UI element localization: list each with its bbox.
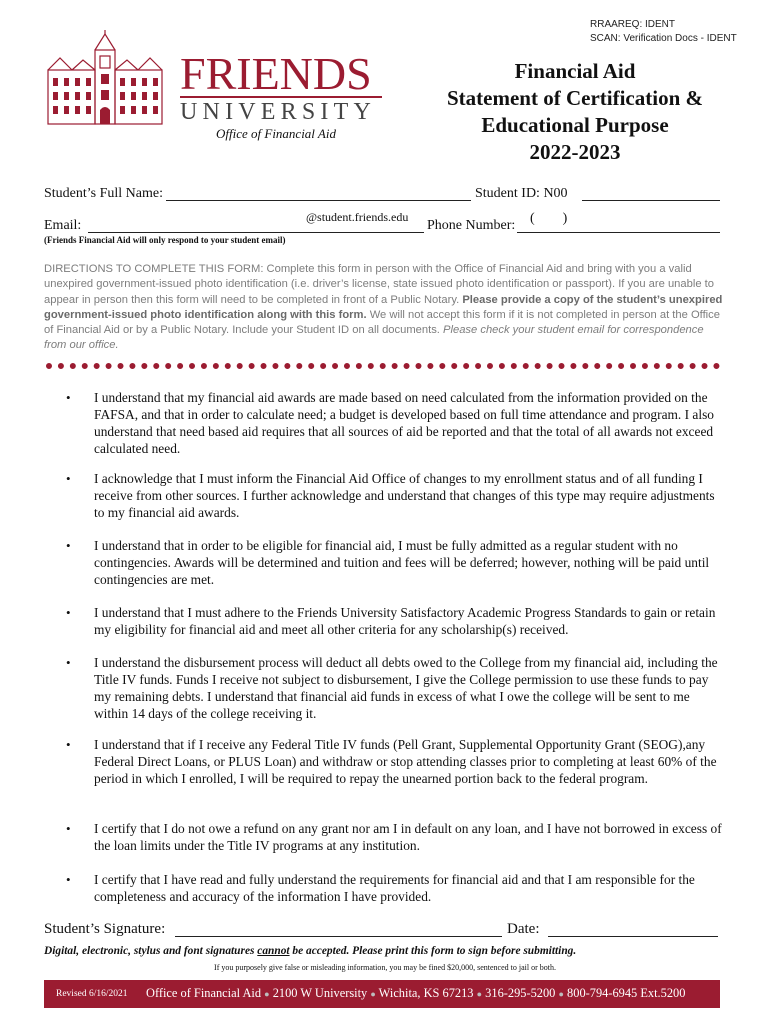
directions	[44, 262, 728, 354]
name-label: Student’s Full Name:	[44, 186, 163, 201]
logo-friends: FRIENDS	[180, 48, 372, 99]
footer-office: Office of Financial Aid	[146, 986, 262, 1000]
signature-field[interactable]	[175, 936, 502, 937]
bullet-icon: •	[66, 605, 71, 620]
bullet-icon: •	[66, 471, 71, 486]
email-note: (Friends Financial Aid will only respond to your student email)	[44, 235, 286, 245]
bullet-icon: •	[66, 821, 71, 836]
scan-meta	[590, 18, 760, 46]
list-item: • I understand that my financial aid awards are made based on need calculated from the information provided on the FAFSA, and that in order to calculate need; a budget is developed based on full time attendance and program. I also understand that need based aid requires that all sources of aid be reported and that the total of all awards not exceed calculated need.	[66, 390, 714, 456]
email-label: Email:	[44, 218, 82, 233]
false-info-warning: If you purposely give false or misleading information, you may be fined $20,000, sentenced to jail or both.	[214, 963, 556, 972]
notice-text-1: Digital, electronic, stylus and font signatures	[44, 945, 258, 957]
phone-label: Phone Number:	[427, 218, 516, 233]
directions-bold: Please provide a copy of the student’s unexpired government-issued photo identification along with this form.	[44, 293, 723, 321]
list-item: • I understand that I must adhere to the Friends University Satisfactory Academic Progress Standards to gain or retain my eligibility for financial aid and meet all other criteria for any scholarship(s) received.	[66, 605, 716, 637]
footer-contact	[146, 985, 685, 1002]
date-field[interactable]	[548, 936, 718, 937]
list-item: • I understand the disbursement process will deduct all debts owed to the College from my financial aid, including the Title IV funds. Funds I receive not subject to disbursement, I give the College permission to use these funds to pay my remaining debts. I understand that financial aid funds in excess of what I owe the college will be sent to me within 14 days of the college receiving it.	[66, 655, 718, 721]
list-item: • I certify that I have read and fully understand the requirements for financial aid and that I am responsible for the completeness and accuracy of the information I have provided.	[66, 872, 695, 904]
bullet-icon: •	[66, 737, 71, 752]
footer-revised: Revised 6/16/2021	[56, 989, 128, 999]
phone-parentheses: ( )	[530, 211, 568, 226]
student-id-field[interactable]	[582, 200, 720, 201]
logo-university: UNIVERSITY	[180, 99, 376, 125]
name-field[interactable]	[166, 200, 471, 201]
title-line-3: Educational Purpose	[481, 113, 669, 137]
building-icon	[40, 30, 170, 128]
bullet-icon: •	[66, 390, 71, 405]
office-name: Office of Financial Aid	[216, 126, 336, 141]
separator-dot-icon: ●	[370, 989, 376, 999]
form-title	[425, 58, 725, 166]
list-item: • I certify that I do not owe a refund on any grant nor am I in default on any loan, and I have not borrowed in excess of the loan limits under the Title IV programs at any institution.	[66, 821, 722, 853]
rraareq-code: RRAAREQ: IDENT	[590, 19, 676, 30]
signature-label: Student’s Signature:	[44, 921, 166, 937]
signature-notice	[44, 944, 744, 958]
notice-underlined: cannot	[257, 945, 290, 957]
footer-address: 2100 W University	[272, 986, 368, 1000]
footer-phone-2: 800-794-6945 Ext.5200	[567, 986, 686, 1000]
footer-city: Wichita, KS 67213	[378, 986, 474, 1000]
date-label: Date:	[507, 921, 540, 937]
directions-text-1: DIRECTIONS TO COMPLETE THIS FORM: Complete this form in person with the Office of Financial Aid and bring with you a valid unexpired government-issued photo identification (i.e. driver’s license, state issued photo identification or passport). If you are unable to appear in person then this form will need to be completed in front of a Public Notary.	[44, 263, 714, 306]
footer-bar	[44, 980, 720, 1008]
notice-text-2: be accepted. Please print this form to sign before submitting.	[289, 945, 577, 957]
title-line-2: Statement of Certification &	[447, 86, 703, 110]
title-line-4: 2022-2023	[529, 140, 621, 164]
directions-text-2: We will not accept this form if it is not completed in person at the Office of Financial Aid or by a Public Notary. Include your Student ID on all documents.	[44, 308, 720, 337]
list-item: • I acknowledge that I must inform the Financial Aid Office of changes to my enrollment status and of all funding I receive from other sources. I further acknowledge and understand that changes of this type may require adjustments to my financial aid awards.	[66, 471, 715, 520]
student-id-label: Student ID: N00	[475, 186, 568, 201]
separator-dot-icon: ●	[476, 989, 483, 999]
separator-dot-icon: ●	[558, 989, 564, 999]
section-divider	[46, 363, 720, 369]
email-domain: @student.friends.edu	[306, 210, 409, 224]
list-item: • I understand that if I receive any Federal Title IV funds (Pell Grant, Supplemental Opportunity Grant (SEOG),any Federal Direct Loans, or PLUS Loan) and withdraw or stop attending classes prior to completing at least 60% of the period in which I enrolled, I will be required to repay the unearned portion back to the federal program.	[66, 737, 717, 786]
footer-phone-1: 316-295-5200	[485, 986, 556, 1000]
phone-field[interactable]	[517, 232, 720, 233]
directions-italic: Please check your student email for correspondence from our office.	[44, 324, 704, 352]
email-field[interactable]	[88, 232, 424, 233]
bullet-icon: •	[66, 655, 71, 670]
bullet-icon: •	[66, 538, 71, 553]
separator-dot-icon: ●	[264, 989, 270, 999]
list-item: • I understand that in order to be eligible for financial aid, I must be fully admitted as a regular student with no contingencies. Awards will be determined and tuition and fees will be deferred; however, nothing will be paid until contingencies are met.	[66, 538, 710, 587]
title-line-1: Financial Aid	[514, 59, 636, 83]
university-logo	[40, 30, 385, 140]
scan-code: SCAN: Verification Docs - IDENT	[590, 33, 737, 44]
bullet-icon: •	[66, 872, 71, 887]
